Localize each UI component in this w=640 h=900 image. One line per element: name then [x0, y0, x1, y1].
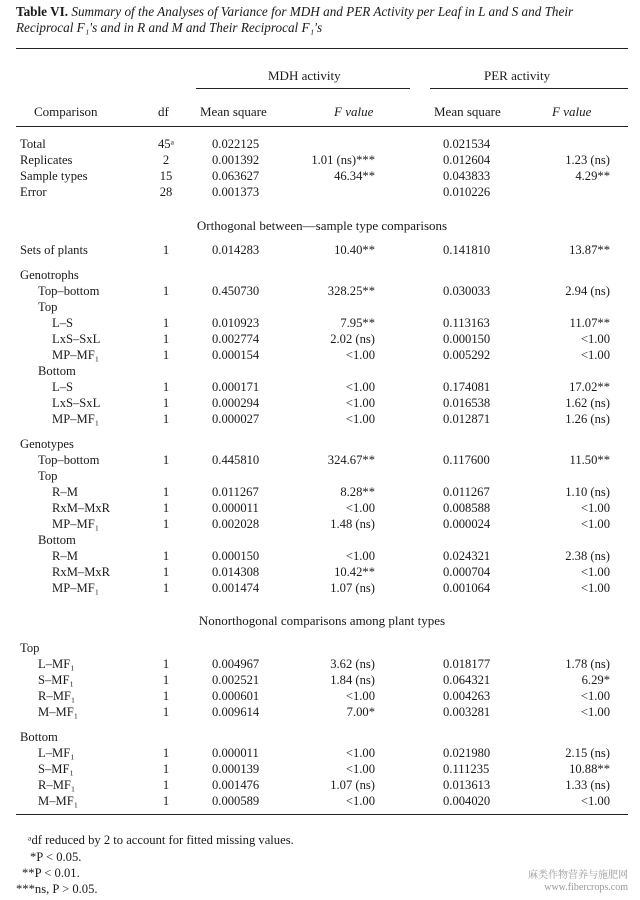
row-per-mean-square: 0.174081 — [443, 380, 491, 394]
row-mdh-f-value: <1.00 — [345, 348, 375, 362]
row-df: 1 — [162, 673, 170, 687]
row-df: 1 — [162, 778, 170, 792]
row-mdh-f-value: 1.07 (ns) — [330, 778, 375, 792]
row-per-f-value: 1.23 (ns) — [565, 153, 610, 167]
row-per-mean-square: 0.000024 — [443, 517, 491, 531]
row-per-f-value: 1.62 (ns) — [565, 396, 610, 410]
row-per-f-value: 17.02** — [569, 380, 610, 394]
table-row — [0, 316, 640, 331]
row-per-f-value: 11.07** — [569, 316, 610, 330]
row-mdh-mean-square: 0.000011 — [212, 746, 259, 760]
row-df: 1 — [162, 517, 170, 531]
row-mdh-mean-square: 0.000294 — [212, 396, 260, 410]
row-label: R–MF₁ — [38, 689, 76, 703]
row-mdh-f-value: 8.28** — [340, 485, 375, 499]
row-label: M–MF₁ — [38, 705, 79, 719]
table-row — [0, 778, 640, 793]
row-per-mean-square: 0.141810 — [443, 243, 491, 257]
row-df: 2 — [162, 153, 170, 167]
row-df: 1 — [162, 794, 170, 808]
row-label: Genotypes — [20, 437, 74, 451]
row-mdh-mean-square: 0.001476 — [212, 778, 260, 792]
row-mdh-mean-square: 0.450730 — [212, 284, 260, 298]
table-row — [0, 517, 640, 532]
watermark — [528, 870, 628, 894]
row-mdh-mean-square: 0.000011 — [212, 501, 259, 515]
row-label: L–S — [52, 380, 73, 394]
table-label: Table VI. — [16, 4, 69, 19]
row-df: 1 — [162, 762, 170, 776]
row-per-f-value: 2.38 (ns) — [565, 549, 610, 563]
row-label: M–MF₁ — [38, 794, 79, 808]
row-df: 1 — [162, 565, 170, 579]
row-per-f-value: 1.10 (ns) — [565, 485, 610, 499]
row-label: RxM–MxR — [52, 501, 111, 515]
row-label: Top — [20, 641, 40, 655]
row-df: 1 — [162, 316, 170, 330]
row-mdh-f-value: 7.00* — [346, 705, 375, 719]
table-row — [0, 673, 640, 688]
table-row — [0, 689, 640, 704]
row-per-mean-square: 0.000150 — [443, 332, 491, 346]
row-label: MP–MF₁ — [52, 412, 100, 426]
row-mdh-f-value: 1.48 (ns) — [330, 517, 375, 531]
table-row — [0, 268, 640, 283]
row-per-f-value: <1.00 — [580, 705, 610, 719]
row-df: 1 — [162, 332, 170, 346]
row-label: Bottom — [20, 730, 58, 744]
row-per-f-value: 2.94 (ns) — [565, 284, 610, 298]
table-title: Summary of the Analyses of Variance for MDH and PER Activity per Leaf in L and S and Their Reciprocal F₁'s and in R and M and Their Reciprocal F₁'s — [16, 4, 574, 35]
header-bottom-rule — [16, 126, 628, 127]
row-df: 1 — [162, 581, 170, 595]
table-row — [0, 581, 640, 596]
table-row — [0, 549, 640, 564]
row-mdh-mean-square: 0.002028 — [212, 517, 260, 531]
row-per-f-value: <1.00 — [580, 501, 610, 515]
row-per-mean-square: 0.030033 — [443, 284, 491, 298]
per-header-rule — [430, 88, 628, 89]
row-mdh-f-value: <1.00 — [345, 762, 375, 776]
row-per-mean-square: 0.008588 — [443, 501, 491, 515]
row-label: Genotrophs — [20, 268, 79, 282]
row-label: Replicates — [20, 153, 73, 167]
row-per-mean-square: 0.004020 — [443, 794, 491, 808]
row-mdh-f-value: <1.00 — [345, 549, 375, 563]
mdh-header-rule — [196, 88, 410, 89]
table-row — [0, 533, 640, 548]
row-mdh-mean-square: 0.001392 — [212, 153, 260, 167]
row-mdh-mean-square: 0.063627 — [212, 169, 260, 183]
footnote-p01: **P < 0.01. — [22, 866, 80, 880]
row-label: R–MF₁ — [38, 778, 76, 792]
table-row — [0, 380, 640, 395]
row-per-mean-square: 0.003281 — [443, 705, 491, 719]
table-row — [0, 412, 640, 427]
row-df: 1 — [162, 485, 170, 499]
table-row — [0, 657, 640, 672]
row-per-f-value: 11.50** — [569, 453, 610, 467]
row-per-f-value: <1.00 — [580, 332, 610, 346]
row-per-f-value: 1.33 (ns) — [565, 778, 610, 792]
row-mdh-f-value: <1.00 — [345, 396, 375, 410]
header-per-f-value: F value — [552, 104, 592, 119]
row-mdh-mean-square: 0.000027 — [212, 412, 260, 426]
row-per-f-value: <1.00 — [580, 565, 610, 579]
bottom-rule — [16, 814, 628, 815]
table-row — [0, 153, 640, 168]
section-orthogonal: Orthogonal between—sample type comparisons — [196, 218, 448, 233]
row-mdh-mean-square: 0.000139 — [212, 762, 260, 776]
table-row — [0, 565, 640, 580]
row-mdh-f-value: 7.95** — [340, 316, 375, 330]
row-per-f-value: <1.00 — [580, 517, 610, 531]
row-per-f-value: 10.88** — [569, 762, 610, 776]
row-label: Bottom — [38, 533, 76, 547]
row-mdh-f-value: <1.00 — [345, 689, 375, 703]
row-per-mean-square: 0.113163 — [443, 316, 490, 330]
row-per-f-value: 2.15 (ns) — [565, 746, 610, 760]
row-per-mean-square: 0.018177 — [443, 657, 491, 671]
row-df: 1 — [162, 412, 170, 426]
row-label: Sample types — [20, 169, 88, 183]
row-per-mean-square: 0.043833 — [443, 169, 491, 183]
row-mdh-mean-square: 0.004967 — [212, 657, 260, 671]
table-row — [0, 284, 640, 299]
row-mdh-f-value: 328.25** — [327, 284, 375, 298]
row-mdh-mean-square: 0.014308 — [212, 565, 260, 579]
row-per-f-value: 1.26 (ns) — [565, 412, 610, 426]
row-per-mean-square: 0.024321 — [443, 549, 491, 563]
row-per-f-value: <1.00 — [580, 581, 610, 595]
row-label: Top–bottom — [38, 453, 100, 467]
row-mdh-f-value: <1.00 — [345, 794, 375, 808]
row-df: 1 — [162, 689, 170, 703]
table-row — [0, 364, 640, 379]
row-per-mean-square: 0.021534 — [443, 137, 491, 151]
row-df: 1 — [162, 705, 170, 719]
row-df: 1 — [162, 746, 170, 760]
table-row — [0, 469, 640, 484]
row-mdh-f-value: 10.42** — [334, 565, 375, 579]
row-df: 1 — [162, 284, 170, 298]
row-mdh-f-value: 1.84 (ns) — [330, 673, 375, 687]
header-per-activity: PER activity — [484, 68, 551, 83]
row-per-mean-square: 0.000704 — [443, 565, 491, 579]
row-per-mean-square: 0.117600 — [443, 453, 490, 467]
row-label: Top — [38, 300, 58, 314]
row-mdh-mean-square: 0.445810 — [212, 453, 260, 467]
row-df: 1 — [162, 380, 170, 394]
row-label: Bottom — [38, 364, 76, 378]
row-per-f-value: 13.87** — [569, 243, 610, 257]
row-mdh-mean-square: 0.002521 — [212, 673, 260, 687]
row-mdh-f-value: <1.00 — [345, 501, 375, 515]
header-per-mean-square: Mean square — [434, 104, 501, 119]
row-label: L–MF₁ — [38, 657, 75, 671]
row-mdh-f-value: 2.02 (ns) — [330, 332, 375, 346]
row-per-mean-square: 0.001064 — [443, 581, 491, 595]
row-df: 1 — [162, 348, 170, 362]
row-per-f-value: <1.00 — [580, 794, 610, 808]
section-nonorthogonal: Nonorthogonal comparisons among plant types — [198, 613, 446, 628]
row-label: RxM–MxR — [52, 565, 111, 579]
row-label: MP–MF₁ — [52, 348, 100, 362]
row-mdh-mean-square: 0.000150 — [212, 549, 260, 563]
header-mdh-mean-square: Mean square — [200, 104, 267, 119]
table-row — [0, 501, 640, 516]
row-mdh-f-value: <1.00 — [345, 746, 375, 760]
row-mdh-f-value: 46.34** — [334, 169, 375, 183]
row-per-mean-square: 0.064321 — [443, 673, 491, 687]
row-mdh-f-value: <1.00 — [345, 412, 375, 426]
row-mdh-mean-square: 0.002774 — [212, 332, 260, 346]
table-row — [0, 746, 640, 761]
row-df: 45ᵃ — [157, 137, 175, 151]
table-caption — [16, 4, 628, 36]
row-per-mean-square: 0.021980 — [443, 746, 491, 760]
row-mdh-mean-square: 0.009614 — [212, 705, 260, 719]
row-mdh-f-value: 10.40** — [334, 243, 375, 257]
row-df: 1 — [162, 396, 170, 410]
row-label: LxS–SxL — [52, 396, 101, 410]
row-per-mean-square: 0.013613 — [443, 778, 491, 792]
row-df: 1 — [162, 453, 170, 467]
row-mdh-mean-square: 0.001373 — [212, 185, 260, 199]
row-df: 1 — [162, 501, 170, 515]
row-df: 1 — [162, 549, 170, 563]
header-mdh-activity: MDH activity — [268, 68, 341, 83]
row-df: 1 — [162, 657, 170, 671]
row-df: 28 — [159, 185, 173, 199]
row-label: L–S — [52, 316, 73, 330]
row-per-f-value: <1.00 — [580, 348, 610, 362]
row-mdh-mean-square: 0.000601 — [212, 689, 260, 703]
row-mdh-mean-square: 0.022125 — [212, 137, 260, 151]
row-mdh-mean-square: 0.011267 — [212, 485, 259, 499]
table-row — [0, 485, 640, 500]
footnote-a: ᵃdf reduced by 2 to account for fitted missing values. — [28, 833, 294, 847]
table-row — [0, 641, 640, 656]
row-per-mean-square: 0.010226 — [443, 185, 491, 199]
row-mdh-f-value: <1.00 — [345, 380, 375, 394]
table-row — [0, 137, 640, 152]
row-label: Total — [20, 137, 46, 151]
footnote-ns: ***ns, P > 0.05. — [16, 882, 98, 896]
row-per-f-value: 4.29** — [575, 169, 610, 183]
row-mdh-mean-square: 0.014283 — [212, 243, 260, 257]
row-df: 15 — [159, 169, 173, 183]
table-row — [0, 396, 640, 411]
row-mdh-mean-square: 0.000171 — [212, 380, 260, 394]
table-row — [0, 169, 640, 184]
table-row — [0, 705, 640, 720]
table-row — [0, 453, 640, 468]
table-row — [0, 348, 640, 363]
row-label: L–MF₁ — [38, 746, 75, 760]
row-df: 1 — [162, 243, 170, 257]
row-per-mean-square: 0.011267 — [443, 485, 490, 499]
row-label: Top–bottom — [38, 284, 100, 298]
watermark-line-2: www.fibercrops.com — [544, 882, 628, 893]
row-mdh-f-value: 324.67** — [327, 453, 375, 467]
row-label: S–MF₁ — [38, 673, 74, 687]
table-row — [0, 300, 640, 315]
row-per-f-value: <1.00 — [580, 689, 610, 703]
row-mdh-mean-square: 0.001474 — [212, 581, 260, 595]
table-row — [0, 437, 640, 452]
row-mdh-f-value: 3.62 (ns) — [330, 657, 375, 671]
row-per-mean-square: 0.004263 — [443, 689, 491, 703]
row-mdh-mean-square: 0.000589 — [212, 794, 260, 808]
row-label: MP–MF₁ — [52, 517, 100, 531]
row-per-mean-square: 0.012871 — [443, 412, 491, 426]
table-row — [0, 794, 640, 809]
table-row — [0, 730, 640, 745]
row-mdh-mean-square: 0.010923 — [212, 316, 260, 330]
row-per-mean-square: 0.111235 — [443, 762, 490, 776]
top-rule — [16, 48, 628, 49]
row-label: Error — [20, 185, 47, 199]
row-mdh-mean-square: 0.000154 — [212, 348, 260, 362]
header-df: df — [158, 104, 169, 119]
row-per-f-value: 6.29* — [581, 673, 610, 687]
row-label: R–M — [52, 485, 78, 499]
watermark-line-1: 麻类作物营养与施肥网 — [528, 870, 628, 881]
header-comparison: Comparison — [34, 104, 98, 119]
row-label: Top — [38, 469, 58, 483]
table-row — [0, 243, 640, 258]
row-mdh-f-value: 1.07 (ns) — [330, 581, 375, 595]
row-per-mean-square: 0.012604 — [443, 153, 491, 167]
table-row — [0, 332, 640, 347]
row-per-mean-square: 0.016538 — [443, 396, 491, 410]
row-label: R–M — [52, 549, 78, 563]
row-label: MP–MF₁ — [52, 581, 100, 595]
row-label: Sets of plants — [20, 243, 88, 257]
footnote-p05: *P < 0.05. — [30, 850, 82, 864]
table-row — [0, 762, 640, 777]
row-per-mean-square: 0.005292 — [443, 348, 491, 362]
header-mdh-f-value: F value — [334, 104, 374, 119]
row-per-f-value: 1.78 (ns) — [565, 657, 610, 671]
row-label: LxS–SxL — [52, 332, 101, 346]
table-row — [0, 185, 640, 200]
row-mdh-f-value: 1.01 (ns)*** — [311, 153, 375, 167]
row-label: S–MF₁ — [38, 762, 74, 776]
